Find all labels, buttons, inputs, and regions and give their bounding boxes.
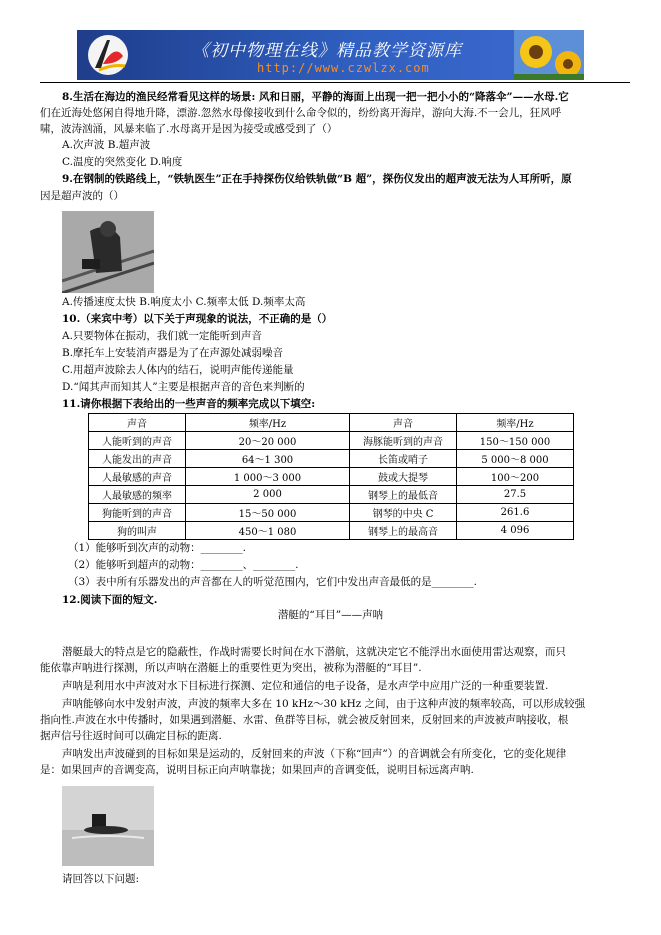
table-header-row bbox=[89, 414, 574, 432]
q11-blank-1: （1）能够听到次声的动物：________. bbox=[68, 542, 247, 554]
q10-option-c: C.用超声波除去人体内的结石，说明声能传递能量 bbox=[62, 364, 294, 376]
table-cell: 钢琴上的最高音 bbox=[350, 522, 457, 540]
table-cell: 人最敏感的频率 bbox=[89, 486, 186, 504]
table-cell: 64～1 300 bbox=[186, 450, 350, 468]
q8-options-ab: A.次声波 B.超声波 bbox=[62, 139, 151, 151]
q11-stem: 11.请你根据下表给出的一些声音的频率完成以下填空: bbox=[62, 398, 316, 410]
banner-url: http://www.czwlzx.com bbox=[257, 61, 430, 75]
table-cell: 27.5 bbox=[457, 486, 574, 504]
questions-prompt: 请回答以下问题: bbox=[62, 873, 140, 885]
table-cell: 1 000～3 000 bbox=[186, 468, 350, 486]
table-cell: 钢琴上的最低音 bbox=[350, 486, 457, 504]
table-cell: 5 000～8 000 bbox=[457, 450, 574, 468]
table-cell: 261.6 bbox=[457, 504, 574, 522]
table-cell: 人能听到的声音 bbox=[89, 432, 186, 450]
passage-p2: 声呐是利用水中声波对水下目标进行探测、定位和通信的电子设备，是水声学中应用广泛的一种重要装置. bbox=[62, 680, 549, 692]
q8-line-2: 们在近海处悠闲自得地升降，漂游.忽然水母像接收到什么命令似的，纷纷离开海岸，游向大海.不一会儿，狂风呼 bbox=[40, 107, 562, 119]
q8-line-3: 啸，波涛汹涌，风暴来临了.水母离开是因为接受或感受到了（） bbox=[40, 123, 338, 135]
q9-options: A.传播速度太快 B.响度太小 C.频率太低 D.频率太高 bbox=[62, 296, 306, 308]
header-banner bbox=[77, 30, 584, 80]
table-cell: 150～150 000 bbox=[457, 432, 574, 450]
table-header-cell: 频率/Hz bbox=[457, 414, 574, 432]
q8-options-cd: C.温度的突然变化 D.响度 bbox=[62, 156, 183, 168]
passage-p4-line-1: 声呐发出声波碰到的目标如果是运动的，反射回来的声波（下称“回声”）的音调就会有所变化，它的变化规律 bbox=[62, 748, 567, 760]
table-cell: 15～50 000 bbox=[186, 504, 350, 522]
passage-title: 潜艇的“耳目”——声呐 bbox=[277, 609, 384, 621]
table-row bbox=[89, 522, 574, 540]
q8-line-1: 8.生活在海边的渔民经常看见这样的场景: 风和日丽，平静的海面上出现一把一把小小的“降落伞”——水母.它 bbox=[62, 91, 569, 103]
table-cell: 海豚能听到的声音 bbox=[350, 432, 457, 450]
sunflower-icon bbox=[514, 30, 584, 80]
table-header-cell: 声音 bbox=[350, 414, 457, 432]
table-row bbox=[89, 450, 574, 468]
q9-line-1: 9.在钢制的铁路线上，“铁轨医生”正在手持探伤仪给铁轨做“B 超”，探伤仪发出的超声波无法为人耳所听，原 bbox=[62, 173, 572, 185]
table-cell: 狗能听到的声音 bbox=[89, 504, 186, 522]
passage-p1-line-2: 能依靠声呐进行探测，所以声呐在潜艇上的重要性更为突出，被称为潜艇的“耳目”. bbox=[40, 662, 422, 674]
q9-line-2: 因是超声波的（） bbox=[40, 190, 124, 202]
table-header-cell: 声音 bbox=[89, 414, 186, 432]
q11-blank-3: （3）表中所有乐器发出的声音都在人的听觉范围内，它们中发出声音最低的是________. bbox=[68, 576, 478, 588]
q12-stem: 12.阅读下面的短文. bbox=[62, 594, 158, 606]
rail-inspector-photo bbox=[62, 211, 154, 293]
submarine-photo bbox=[62, 786, 154, 866]
site-logo-icon bbox=[87, 34, 129, 76]
table-cell: 狗的叫声 bbox=[89, 522, 186, 540]
table-row bbox=[89, 432, 574, 450]
table-cell: 2 000 bbox=[186, 486, 350, 504]
table-cell: 钢琴的中央 C bbox=[350, 504, 457, 522]
banner-title: 《初中物理在线》精品教学资源库 bbox=[192, 41, 462, 61]
table-cell: 人最敏感的声音 bbox=[89, 468, 186, 486]
q11-blank-2: （2）能够听到超声的动物：________、________. bbox=[68, 559, 299, 571]
table-cell: 人能发出的声音 bbox=[89, 450, 186, 468]
q10-option-a: A.只要物体在振动，我们就一定能听到声音 bbox=[62, 330, 262, 342]
q10-option-d: D.“闻其声而知其人”主要是根据声音的音色来判断的 bbox=[62, 381, 305, 393]
frequency-table bbox=[88, 413, 574, 540]
passage-p1-line-1: 潜艇最大的特点是它的隐蔽性，作战时需要长时间在水下潜航，这就决定它不能浮出水面使用雷达观察，而只 bbox=[62, 646, 566, 658]
table-cell: 4 096 bbox=[457, 522, 574, 540]
table-row bbox=[89, 486, 574, 504]
table-cell: 450～1 080 bbox=[186, 522, 350, 540]
table-cell: 长笛或哨子 bbox=[350, 450, 457, 468]
header-divider bbox=[40, 82, 630, 83]
passage-p3-line-2: 指向性.声波在水中传播时，如果遇到潜艇、水雷、鱼群等目标，就会被反射回来，反射回来的声波被声呐接收，根 bbox=[40, 714, 569, 726]
table-cell: 鼓或大提琴 bbox=[350, 468, 457, 486]
passage-p4-line-2: 是：如果回声的音调变高，说明目标正向声呐靠拢；如果回声的音调变低，说明目标远离声呐. bbox=[40, 764, 474, 776]
table-row bbox=[89, 468, 574, 486]
q10-stem: 10.（来宾中考）以下关于声现象的说法，不正确的是（） bbox=[62, 313, 333, 325]
table-cell: 100～200 bbox=[457, 468, 574, 486]
table-cell: 20～20 000 bbox=[186, 432, 350, 450]
q10-option-b: B.摩托车上安装消声器是为了在声源处减弱噪音 bbox=[62, 347, 284, 359]
passage-p3-line-1: 声呐能够向水中发射声波，声波的频率大多在 10 kHz～30 kHz 之间，由于这种声波的频率较高，可以形成较强 bbox=[62, 698, 586, 710]
table-header-cell: 频率/Hz bbox=[186, 414, 350, 432]
table-row bbox=[89, 504, 574, 522]
passage-p3-line-3: 据声信号往返时间可以确定目标的距离. bbox=[40, 730, 222, 742]
